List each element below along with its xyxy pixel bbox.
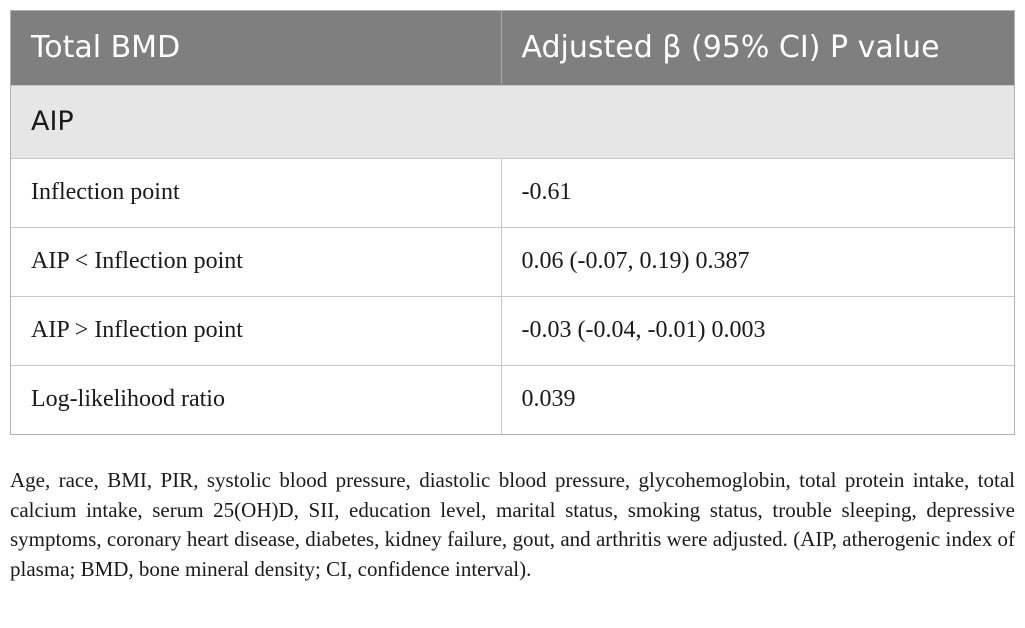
row-value-above-inflection: -0.03 (-0.04, -0.01) 0.003	[501, 296, 1014, 365]
row-label-log-likelihood: Log-likelihood ratio	[11, 365, 501, 434]
table-row	[11, 227, 1014, 296]
results-table	[11, 11, 1014, 434]
table-header-row	[11, 11, 1014, 85]
section-row-aip	[11, 85, 1014, 158]
header-adjusted-beta: Adjusted β (95% CI) P value	[501, 11, 1014, 85]
table-row	[11, 296, 1014, 365]
row-label-above-inflection: AIP > Inflection point	[11, 296, 501, 365]
results-table-container	[10, 10, 1015, 435]
row-label-below-inflection: AIP < Inflection point	[11, 227, 501, 296]
table-row	[11, 365, 1014, 434]
row-value-log-likelihood: 0.039	[501, 365, 1014, 434]
section-label: AIP	[11, 85, 1014, 158]
table-footnote: Age, race, BMI, PIR, systolic blood pressure, diastolic blood pressure, glycohemoglobin, total protein intake, total calcium intake, serum 25(OH)D, SII, education level, marital status, smoking status, trouble sleeping, depressive symptoms, coronary heart disease, diabetes, kidney failure, gout, and arthritis were adjusted. (AIP, atherogenic index of plasma; BMD, bone mineral density; CI, confidence interval).	[10, 468, 1015, 581]
row-value-inflection-point: -0.61	[501, 158, 1014, 227]
header-total-bmd: Total BMD	[11, 11, 501, 85]
row-value-below-inflection: 0.06 (-0.07, 0.19) 0.387	[501, 227, 1014, 296]
row-label-inflection-point: Inflection point	[11, 158, 501, 227]
table-row	[11, 158, 1014, 227]
